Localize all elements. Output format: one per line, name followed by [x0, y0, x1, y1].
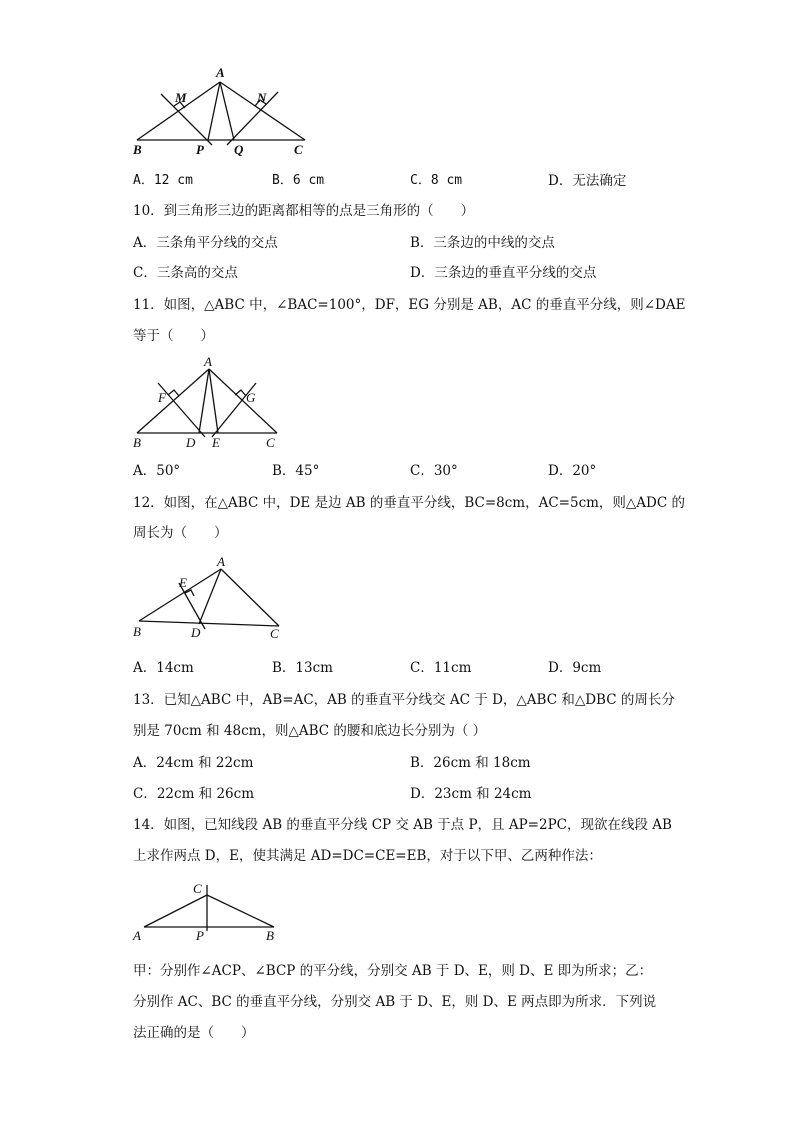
q10-option-d[interactable]: D．三条边的垂直平分线的交点	[410, 265, 597, 281]
q11-figure	[125, 354, 295, 457]
q12-option-a[interactable]: A．14cm	[133, 660, 194, 676]
q11-option-b[interactable]: B．45°	[272, 463, 320, 479]
q12-option-d[interactable]: D．9cm	[548, 660, 602, 676]
q14-label-p: P	[196, 928, 204, 943]
q9-perp-bisector-ac	[227, 92, 278, 145]
q10-stem: 10．到三角形三边的距离都相等的点是三角形的（ ）	[133, 203, 475, 219]
q12-label-c: C	[270, 626, 279, 641]
q14-text-line3: 法正确的是（ ）	[133, 1025, 255, 1041]
q11-stem-line1: 11．如图，△ABC 中，∠BAC=100°，DF，EG 分别是 AB，AC 的垂直平分线，则∠DAE	[133, 297, 686, 313]
q11-label-d: D	[186, 435, 196, 450]
q12-option-b[interactable]: B．13cm	[272, 660, 333, 676]
q13-option-c[interactable]: C．22cm 和 26cm	[133, 786, 254, 802]
q9-label-p: P	[196, 142, 204, 157]
q10-option-a[interactable]: A．三条角平分线的交点	[133, 235, 278, 251]
q11-stem-line2: 等于（ ）	[133, 328, 214, 344]
q12-label-a: A	[217, 554, 225, 569]
q9-label-m: M	[175, 90, 187, 105]
q12-segment-ad	[199, 569, 221, 624]
q10-option-b[interactable]: B．三条边的中线的交点	[410, 235, 555, 251]
q9-label-n: N	[257, 90, 267, 105]
q14-text-line1: 甲：分别作∠ACP、∠BCP 的平分线，分别交 AB 于 D、E，则 D、E 即为所求；乙：	[133, 963, 653, 979]
q12-stem-line1: 12．如图，在△ABC 中，DE 是边 AB 的垂直平分线，BC=8cm，AC=5cm，则△ADC 的	[133, 495, 686, 511]
q11-label-a: A	[204, 354, 212, 369]
q13-stem-line2: 别是 70cm 和 48cm，则△ABC 的腰和底边长分别为（ ）	[133, 723, 487, 739]
q9-figure	[125, 62, 325, 162]
q11-label-g: G	[246, 390, 256, 405]
q13-stem-line1: 13．已知△ABC 中，AB=AC，AB 的垂直平分线交 AC 于 D，△ABC 和△DBC 的周长分	[133, 692, 675, 708]
q9-option-c[interactable]: C．8 cm	[410, 173, 463, 188]
q14-label-c: C	[193, 881, 202, 896]
q12-segment-bc	[139, 621, 279, 626]
q12-label-e: E	[179, 575, 187, 590]
q9-label-c: C	[294, 142, 303, 157]
q11-label-c: C	[266, 435, 275, 450]
q9-label-b: B	[133, 142, 142, 157]
q12-segment-ac	[221, 569, 279, 626]
q12-label-d: D	[191, 625, 201, 640]
q11-segment-ac	[209, 369, 277, 433]
q13-option-a[interactable]: A．24cm 和 22cm	[133, 755, 254, 771]
q14-segment-ac	[144, 895, 207, 927]
q11-label-f: F	[158, 390, 166, 405]
q14-label-b: B	[266, 928, 274, 943]
q12-label-b: B	[133, 624, 141, 639]
q12-stem-line2: 周长为（ ）	[133, 525, 228, 541]
q14-figure	[125, 873, 295, 948]
q14-stem-line1: 14．如图，已知线段 AB 的垂直平分线 CP 交 AB 于点 P，且 AP=2PC，现欲在线段 AB	[133, 817, 672, 833]
q11-label-b: B	[133, 435, 141, 450]
q11-label-e: E	[212, 435, 220, 450]
q9-label-a: A	[216, 65, 225, 80]
q13-option-d[interactable]: D．23cm 和 24cm	[410, 786, 532, 802]
q11-segment-ae	[209, 369, 218, 433]
q9-option-d[interactable]: D．无法确定	[548, 173, 627, 189]
q12-figure	[125, 553, 295, 653]
q14-stem-line2: 上求作两点 D，E，使其满足 AD=DC=CE=EB，对于以下甲、乙两种作法：	[133, 848, 602, 864]
q13-option-b[interactable]: B．26cm 和 18cm	[410, 755, 531, 771]
q9-segment-ap	[208, 82, 220, 140]
q14-label-a: A	[133, 928, 141, 943]
q11-option-c[interactable]: C．30°	[410, 463, 458, 479]
q14-text-line2: 分别作 AC、BC 的垂直平分线，分别交 AB 于 D、E，则 D、E 两点即为所求．下列说	[133, 994, 657, 1010]
q11-segment-ad	[199, 369, 209, 433]
q14-segment-bc	[207, 895, 274, 927]
q9-label-q: Q	[234, 142, 244, 157]
q12-option-c[interactable]: C．11cm	[410, 660, 472, 676]
q9-option-a[interactable]: A．12 cm	[133, 173, 193, 188]
q11-right-angle-f	[168, 390, 179, 396]
q11-option-d[interactable]: D．20°	[548, 463, 597, 479]
q10-option-c[interactable]: C．三条高的交点	[133, 265, 238, 281]
q9-option-b[interactable]: B．6 cm	[272, 173, 325, 188]
q11-option-a[interactable]: A．50°	[133, 463, 181, 479]
